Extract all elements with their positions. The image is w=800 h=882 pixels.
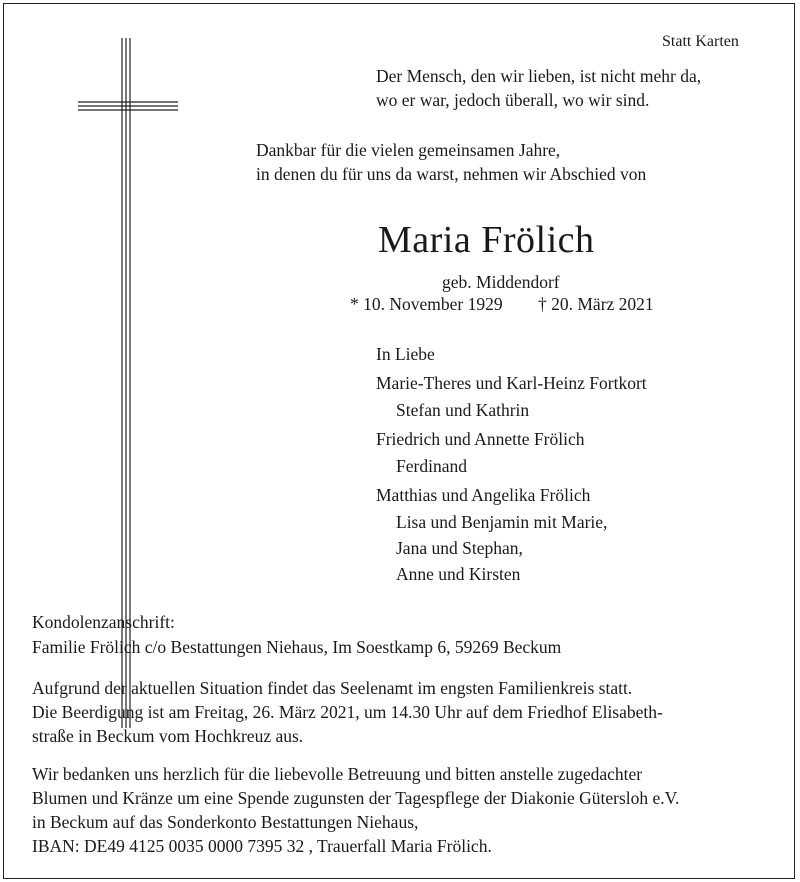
mourners-heading: In Liebe <box>376 344 435 364</box>
mourner-line: Jana und Stephan, <box>396 538 523 558</box>
mourner-line: Matthias und Angelika Frölich <box>376 485 591 505</box>
funeral-line-2: Die Beerdigung ist am Freitag, 26. März 2021, um 14.30 Uhr auf dem Friedhof Elisabeth- <box>32 702 663 722</box>
funeral-line-1: Aufgrund der aktuellen Situation findet das Seelenamt im engsten Familienkreis statt. <box>32 678 633 698</box>
mourner-line: Lisa und Benjamin mit Marie, <box>396 512 608 532</box>
mourner-line: Stefan und Kathrin <box>396 400 530 420</box>
statt-karten: Statt Karten <box>662 33 739 50</box>
birth-date: * 10. November 1929 <box>350 294 503 314</box>
motto-line-2: wo er war, jedoch überall, wo wir sind. <box>376 90 650 110</box>
condolence-address: Familie Frölich c/o Bestattungen Niehaus, Im Soestkamp 6, 59269 Beckum <box>32 637 562 657</box>
intro-line-1: Dankbar für die vielen gemeinsamen Jahre, <box>256 140 561 160</box>
deceased-name: Maria Frölich <box>378 219 595 261</box>
mourner-line: Ferdinand <box>396 456 467 476</box>
condolence-label: Kondolenzanschrift: <box>32 612 175 632</box>
mourner-line: Marie-Theres und Karl-Heinz Fortkort <box>376 373 647 393</box>
thanks-line-2: Blumen und Kränze um eine Spende zugunsten der Tagespflege der Diakonie Gütersloh e.V. <box>32 788 680 808</box>
mourner-line: Anne und Kirsten <box>396 564 521 584</box>
intro-line-2: in denen du für uns da warst, nehmen wir Abschied von <box>256 164 647 184</box>
funeral-line-3: straße in Beckum vom Hochkreuz aus. <box>32 726 304 746</box>
motto-line-1: Der Mensch, den wir lieben, ist nicht mehr da, <box>376 66 702 86</box>
thanks-line-1: Wir bedanken uns herzlich für die liebevolle Betreuung und bitten anstelle zugedachter <box>32 764 643 784</box>
thanks-line-4: IBAN: DE49 4125 0035 0000 7395 32 , Trauerfall Maria Frölich. <box>32 836 492 856</box>
death-date: † 20. März 2021 <box>538 294 654 314</box>
maiden-name: geb. Middendorf <box>442 272 560 292</box>
thanks-line-3: in Beckum auf das Sonderkonto Bestattungen Niehaus, <box>32 812 419 832</box>
mourner-line: Friedrich und Annette Frölich <box>376 429 585 449</box>
